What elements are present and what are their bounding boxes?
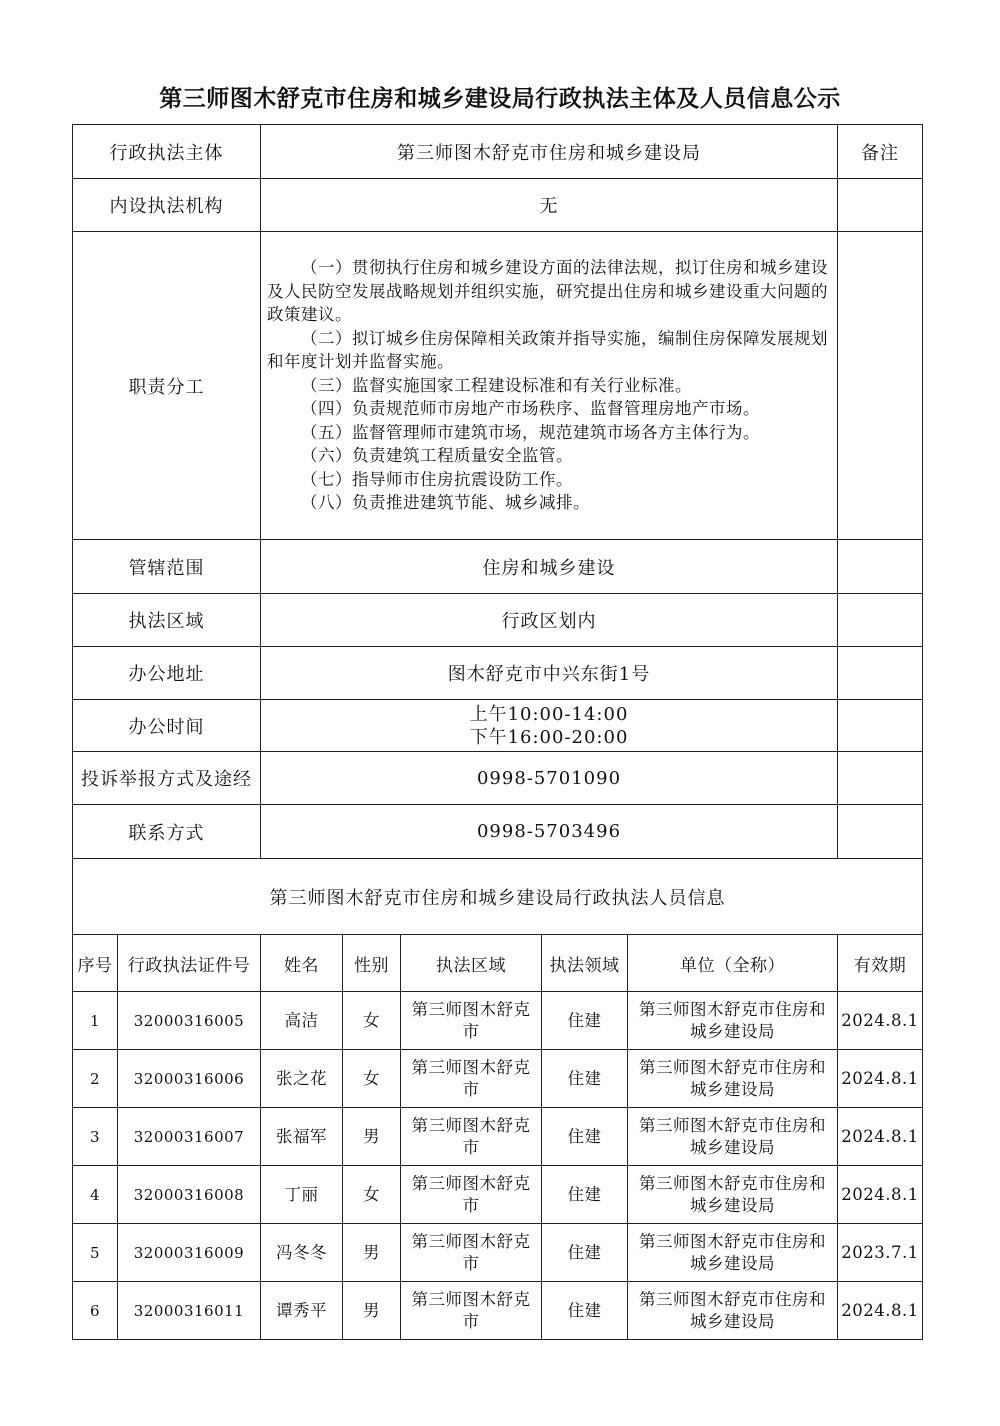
duty-item: （二）拟订城乡住房保障相关政策并指导实施，编制住房保障发展规划和年度计划并监督实施。 bbox=[267, 328, 828, 372]
duty-item: （七）指导师市住房抗震设防工作。 bbox=[301, 469, 573, 489]
row-gender: 女 bbox=[343, 1166, 401, 1224]
row-unit: 第三师图木舒克市住房和 城乡建设局 bbox=[628, 1282, 838, 1340]
remark-label: 备注 bbox=[838, 125, 923, 179]
row-no: 6 bbox=[73, 1282, 118, 1340]
header-area: 执法区域 bbox=[401, 935, 542, 992]
area-label: 执法区域 bbox=[73, 594, 261, 647]
row-name: 张福军 bbox=[261, 1108, 343, 1166]
row-area: 第三师图木舒克 市 bbox=[401, 1108, 542, 1166]
row-name: 高洁 bbox=[261, 992, 343, 1050]
row-area: 第三师图木舒克 市 bbox=[401, 1050, 542, 1108]
duty-item: （一）贯彻执行住房和城乡建设方面的法律法规，拟订住房和城乡建设及人民防空发展战略规划并组织实施，研究提出住房和城乡建设重大问题的政策建议。 bbox=[267, 258, 828, 325]
info-table bbox=[72, 124, 923, 1340]
complaint-value: 0998-5701090 bbox=[261, 752, 838, 805]
table-row bbox=[73, 992, 923, 1050]
complaint-remark bbox=[838, 752, 923, 805]
page-title: 第三师图木舒克市住房和城乡建设局行政执法主体及人员信息公示 bbox=[159, 86, 841, 112]
row-area: 第三师图木舒克 市 bbox=[401, 992, 542, 1050]
hours-pm: 下午16:00-20:00 bbox=[469, 726, 629, 748]
row-unit: 第三师图木舒克市住房和 城乡建设局 bbox=[628, 1050, 838, 1108]
row-name: 张之花 bbox=[261, 1050, 343, 1108]
contact-value: 0998-5703496 bbox=[261, 805, 838, 859]
header-field: 执法领域 bbox=[542, 935, 628, 992]
org-remark bbox=[838, 179, 923, 232]
header-valid: 有效期 bbox=[838, 935, 923, 992]
duty-item: （五）监督管理师市建筑市场，规范建筑市场各方主体行为。 bbox=[301, 422, 760, 442]
area-remark bbox=[838, 594, 923, 647]
row-unit: 第三师图木舒克市住房和 城乡建设局 bbox=[628, 1108, 838, 1166]
hours-label: 办公时间 bbox=[73, 700, 261, 752]
duty-item: （三）监督实施国家工程建设标准和有关行业标准。 bbox=[301, 375, 692, 395]
scope-remark bbox=[838, 540, 923, 594]
row-no: 5 bbox=[73, 1224, 118, 1282]
header-unit: 单位（全称） bbox=[628, 935, 838, 992]
row-gender: 男 bbox=[343, 1224, 401, 1282]
header-name: 姓名 bbox=[261, 935, 343, 992]
subject-value: 第三师图木舒克市住房和城乡建设局 bbox=[261, 125, 838, 179]
row-cert: 32000316006 bbox=[118, 1050, 261, 1108]
row-field: 住建 bbox=[542, 992, 628, 1050]
row-valid: 2024.8.1 bbox=[838, 1050, 923, 1108]
row-gender: 女 bbox=[343, 1050, 401, 1108]
address-remark bbox=[838, 647, 923, 700]
table-row bbox=[73, 1166, 923, 1224]
row-field: 住建 bbox=[542, 1050, 628, 1108]
header-no: 序号 bbox=[73, 935, 118, 992]
row-gender: 男 bbox=[343, 1282, 401, 1340]
address-value: 图木舒克市中兴东街1号 bbox=[261, 647, 838, 700]
row-field: 住建 bbox=[542, 1282, 628, 1340]
row-gender: 女 bbox=[343, 992, 401, 1050]
subject-label: 行政执法主体 bbox=[73, 125, 261, 179]
header-cert: 行政执法证件号 bbox=[118, 935, 261, 992]
row-area: 第三师图木舒克 市 bbox=[401, 1282, 542, 1340]
row-no: 2 bbox=[73, 1050, 118, 1108]
table-row bbox=[73, 1108, 923, 1166]
row-field: 住建 bbox=[542, 1108, 628, 1166]
area-value: 行政区划内 bbox=[261, 594, 838, 647]
row-valid: 2023.7.1 bbox=[838, 1224, 923, 1282]
contact-remark bbox=[838, 805, 923, 859]
row-area: 第三师图木舒克 市 bbox=[401, 1224, 542, 1282]
row-cert: 32000316005 bbox=[118, 992, 261, 1050]
contact-label: 联系方式 bbox=[73, 805, 261, 859]
scope-label: 管辖范围 bbox=[73, 540, 261, 594]
row-unit: 第三师图木舒克市住房和 城乡建设局 bbox=[628, 1166, 838, 1224]
duty-item: （四）负责规范师市房地产市场秩序、监督管理房地产市场。 bbox=[301, 399, 760, 419]
complaint-label: 投诉举报方式及途经 bbox=[73, 752, 261, 805]
table-row bbox=[73, 1050, 923, 1108]
table-row bbox=[73, 1224, 923, 1282]
header-gender: 性别 bbox=[343, 935, 401, 992]
row-field: 住建 bbox=[542, 1224, 628, 1282]
row-area: 第三师图木舒克 市 bbox=[401, 1166, 542, 1224]
row-name: 谭秀平 bbox=[261, 1282, 343, 1340]
duty-item: （六）负责建筑工程质量安全监管。 bbox=[301, 446, 573, 466]
row-cert: 32000316009 bbox=[118, 1224, 261, 1282]
hours-am: 上午10:00-14:00 bbox=[469, 703, 629, 725]
row-name: 冯冬冬 bbox=[261, 1224, 343, 1282]
hours-remark bbox=[838, 700, 923, 752]
duties-remark bbox=[838, 232, 923, 540]
row-no: 4 bbox=[73, 1166, 118, 1224]
row-valid: 2024.8.1 bbox=[838, 1166, 923, 1224]
row-gender: 男 bbox=[343, 1108, 401, 1166]
row-no: 3 bbox=[73, 1108, 118, 1166]
row-field: 住建 bbox=[542, 1166, 628, 1224]
duties-content bbox=[261, 232, 838, 540]
row-name: 丁丽 bbox=[261, 1166, 343, 1224]
duty-item: （八）负责推进建筑节能、城乡减排。 bbox=[301, 493, 590, 513]
row-valid: 2024.8.1 bbox=[838, 1282, 923, 1340]
org-label: 内设执法机构 bbox=[73, 179, 261, 232]
row-cert: 32000316011 bbox=[118, 1282, 261, 1340]
table-row bbox=[73, 1282, 923, 1340]
duties-label: 职责分工 bbox=[73, 232, 261, 540]
address-label: 办公地址 bbox=[73, 647, 261, 700]
scope-value: 住房和城乡建设 bbox=[261, 540, 838, 594]
personnel-section-title: 第三师图木舒克市住房和城乡建设局行政执法人员信息 bbox=[73, 859, 923, 935]
row-no: 1 bbox=[73, 992, 118, 1050]
row-valid: 2024.8.1 bbox=[838, 992, 923, 1050]
org-value: 无 bbox=[261, 179, 838, 232]
row-valid: 2024.8.1 bbox=[838, 1108, 923, 1166]
hours-value bbox=[261, 700, 838, 752]
row-cert: 32000316007 bbox=[118, 1108, 261, 1166]
row-unit: 第三师图木舒克市住房和 城乡建设局 bbox=[628, 992, 838, 1050]
row-unit: 第三师图木舒克市住房和 城乡建设局 bbox=[628, 1224, 838, 1282]
row-cert: 32000316008 bbox=[118, 1166, 261, 1224]
